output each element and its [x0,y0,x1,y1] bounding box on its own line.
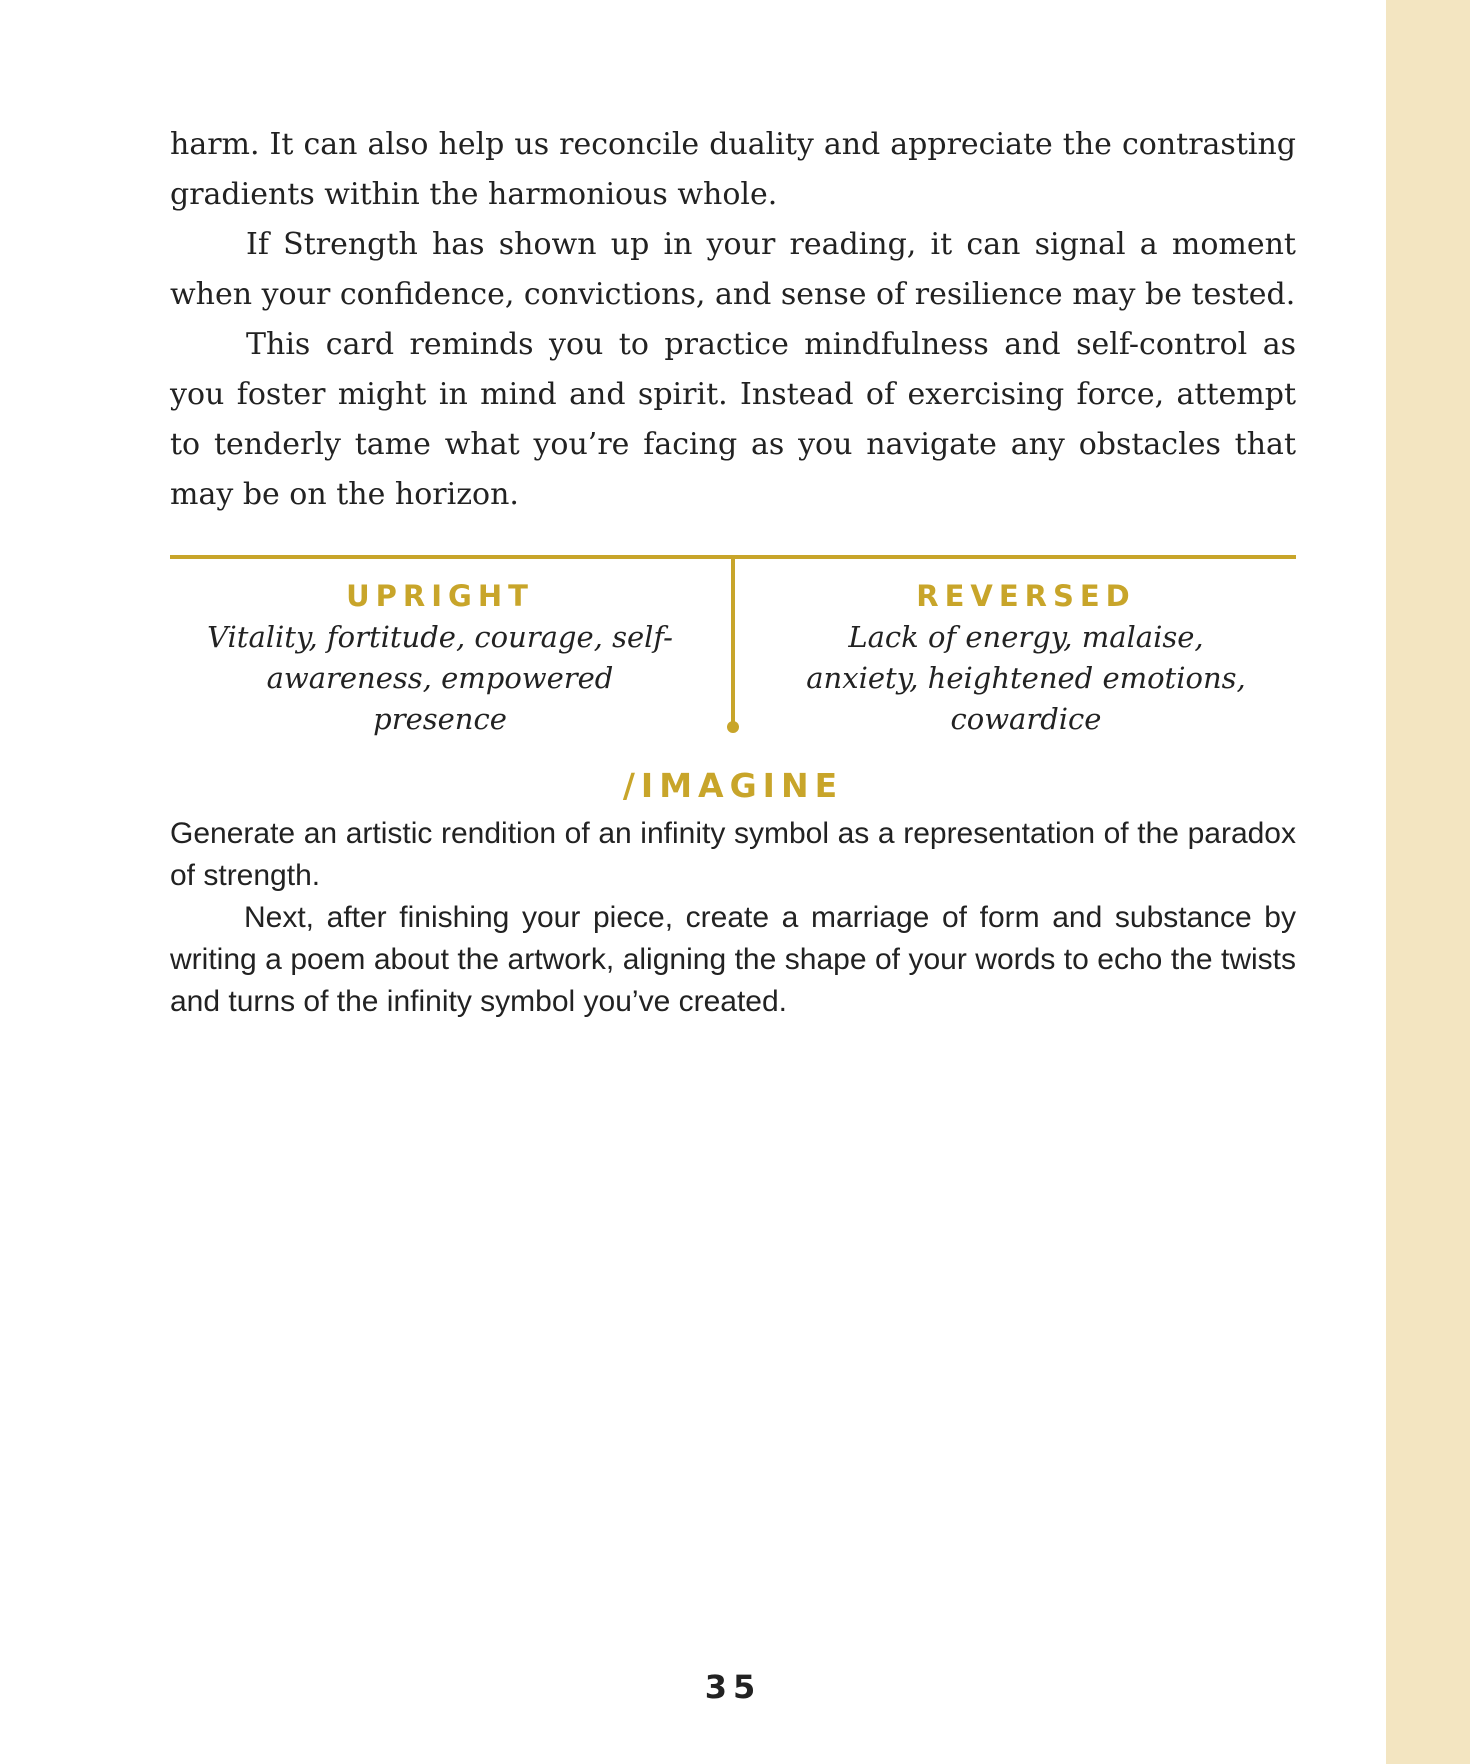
paragraph: Generate an artistic rendition of an infinity symbol as a representation of the paradox of strength. [170,817,1296,892]
paragraph: harm. It can also help us reconcile duality and appreciate the contrasting gradients within the harmonious whole. [170,127,1296,212]
upright-heading: UPRIGHT [346,579,534,613]
reversed-column [756,577,1296,740]
divider-dot [727,721,739,733]
paragraph: This card reminds you to practice mindfulness and self-control as you foster might in mind and spirit. Instead of exercising force, attempt to tenderly tame what you’re facing as you navigate any obstacles that may be on the horizon. [170,327,1296,512]
paragraph: Next, after finishing your piece, create a marriage of form and substance by writing a poem about the artwork, aligning the shape of your words to echo the twists and turns of the infinity symbol you’ve created. [170,901,1296,1018]
body-text [170,120,1296,520]
reversed-heading: REVERSED [916,579,1136,613]
vertical-divider [731,555,735,728]
imagine-heading: /IMAGINE [622,766,844,805]
imagine-text [170,813,1296,1023]
upright-column [170,577,710,740]
paragraph: If Strength has shown up in your reading, it can signal a moment when your confidence, convictions, and sense of resilience may be tested. [170,227,1296,312]
meanings-panel [170,555,1296,740]
page-edge-band [1386,0,1470,1764]
page-number: 35 [704,1668,762,1706]
upright-meaning: Vitality, fortitude, courage, self-awareness, empowered presence [207,620,673,736]
reversed-meaning: Lack of energy, malaise, anxiety, heightened emotions, cowardice [806,620,1246,736]
